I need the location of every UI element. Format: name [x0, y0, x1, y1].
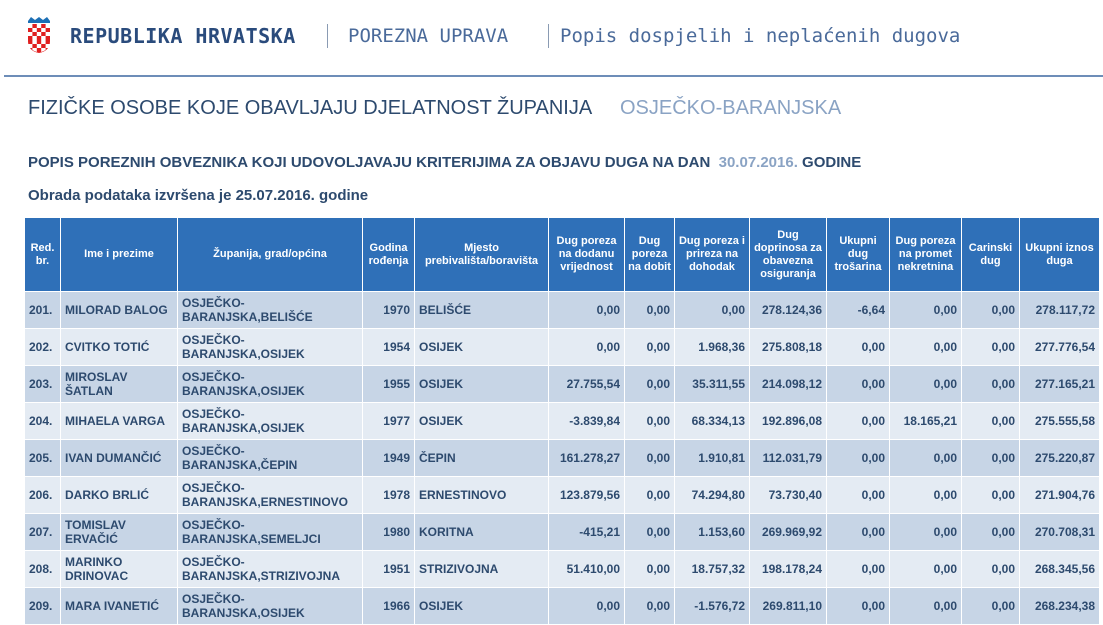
table-cell: 0,00 [625, 366, 675, 403]
table-cell: MARINKO DRINOVAC [61, 551, 178, 588]
table-cell: 0,00 [962, 329, 1020, 366]
table-cell: 0,00 [962, 403, 1020, 440]
table-cell: TOMISLAV ERVAČIĆ [61, 514, 178, 551]
table-row [25, 403, 1100, 440]
column-header: Mjesto prebivališta/boravišta [415, 218, 549, 292]
table-cell: OSJEČKO-BARANJSKA,OSIJEK [178, 403, 363, 440]
table-cell: 0,00 [625, 551, 675, 588]
list-date: 30.07.2016. [718, 154, 798, 171]
table-cell: 277.776,54 [1020, 329, 1100, 366]
table-cell: 0,00 [890, 329, 962, 366]
table-cell: 208. [25, 551, 61, 588]
table-cell: 1.968,36 [675, 329, 750, 366]
table-cell: OSJEČKO-BARANJSKA,STRIZIVOJNA [178, 551, 363, 588]
table-cell: 0,00 [625, 514, 675, 551]
table-cell: 0,00 [625, 329, 675, 366]
table-row [25, 292, 1100, 329]
table-cell: MARA IVANETIĆ [61, 588, 178, 625]
table-cell: 205. [25, 440, 61, 477]
table-cell: 275.555,58 [1020, 403, 1100, 440]
table-cell: 203. [25, 366, 61, 403]
table-cell: 0,00 [827, 366, 890, 403]
column-header: Dug poreza na dobit [625, 218, 675, 292]
table-cell: 0,00 [962, 551, 1020, 588]
table-cell: OSJEČKO-BARANJSKA,BELIŠĆE [178, 292, 363, 329]
column-header: Županija, grad/općina [178, 218, 363, 292]
table-cell: ERNESTINOVO [415, 477, 549, 514]
table-cell: OSIJEK [415, 588, 549, 625]
section-county: OSJEČKO-BARANJSKA [620, 97, 842, 119]
table-row [25, 329, 1100, 366]
table-cell: 0,00 [890, 292, 962, 329]
table-cell: 0,00 [827, 588, 890, 625]
table-cell: ČEPIN [415, 440, 549, 477]
table-cell: 278.124,36 [750, 292, 827, 329]
table-cell: 112.031,79 [750, 440, 827, 477]
table-cell: 207. [25, 514, 61, 551]
table-row [25, 551, 1100, 588]
table-body [25, 292, 1100, 625]
table-cell: 0,00 [675, 292, 750, 329]
table-cell: 0,00 [962, 440, 1020, 477]
table-cell: 0,00 [625, 477, 675, 514]
header-rule [4, 75, 1103, 77]
table-cell: OSJEČKO-BARANJSKA,ERNESTINOVO [178, 477, 363, 514]
column-header: Godina rođenja [363, 218, 415, 292]
table-cell: 51.410,00 [549, 551, 625, 588]
table-cell: -6,64 [827, 292, 890, 329]
table-cell: 277.165,21 [1020, 366, 1100, 403]
table-cell: 1977 [363, 403, 415, 440]
column-header: Carinski dug [962, 218, 1020, 292]
list-title-suffix: GODINE [802, 154, 862, 171]
table-cell: 0,00 [549, 588, 625, 625]
table-cell: 201. [25, 292, 61, 329]
table-cell: 0,00 [890, 588, 962, 625]
table-cell: 0,00 [827, 551, 890, 588]
table-cell: OSJEČKO-BARANJSKA,OSIJEK [178, 329, 363, 366]
column-header: Ime i prezime [61, 218, 178, 292]
table-cell: 0,00 [625, 588, 675, 625]
column-header: Dug poreza na dodanu vrijednost [549, 218, 625, 292]
table-cell: 0,00 [962, 477, 1020, 514]
agency-name: POREZNA UPRAVA [348, 25, 509, 47]
table-cell: 0,00 [827, 514, 890, 551]
croatian-coat-of-arms-icon [27, 17, 51, 53]
table-cell: -415,21 [549, 514, 625, 551]
table-row [25, 588, 1100, 625]
table-cell: KORITNA [415, 514, 549, 551]
table-cell: OSIJEK [415, 403, 549, 440]
table-cell: 0,00 [827, 329, 890, 366]
table-cell: 1978 [363, 477, 415, 514]
table-cell: 123.879,56 [549, 477, 625, 514]
table-cell: 1970 [363, 292, 415, 329]
table-cell: CVITKO TOTIĆ [61, 329, 178, 366]
table-cell: DARKO BRLIĆ [61, 477, 178, 514]
table-cell: 271.904,76 [1020, 477, 1100, 514]
table-cell: 268.345,56 [1020, 551, 1100, 588]
section-title: FIZIČKE OSOBE KOJE OBAVLJAJU DJELATNOST ŽUPANIJA [28, 97, 593, 119]
table-row [25, 366, 1100, 403]
table-cell: 0,00 [625, 403, 675, 440]
table-cell: 269.969,92 [750, 514, 827, 551]
table-cell: 1955 [363, 366, 415, 403]
table-cell: 192.896,08 [750, 403, 827, 440]
table-cell: 161.278,27 [549, 440, 625, 477]
table-cell: 275.808,18 [750, 329, 827, 366]
table-cell: 73.730,40 [750, 477, 827, 514]
list-title-prefix: POPIS POREZNIH OBVEZNIKA KOJI UDOVOLJAVAJU KRITERIJIMA ZA OBJAVU DUGA NA DAN [28, 154, 711, 171]
table-cell: BELIŠĆE [415, 292, 549, 329]
table-cell: 0,00 [962, 366, 1020, 403]
table-cell: 1.153,60 [675, 514, 750, 551]
table-cell: 0,00 [625, 440, 675, 477]
page-subtitle: Popis dospjelih i neplaćenih dugova [560, 25, 961, 47]
page-header [0, 0, 1103, 72]
table-cell: MIHAELA VARGA [61, 403, 178, 440]
table-cell: OSIJEK [415, 329, 549, 366]
table-cell: 68.334,13 [675, 403, 750, 440]
table-cell: OSJEČKO-BARANJSKA,ČEPIN [178, 440, 363, 477]
table-cell: MIROSLAV ŠATLAN [61, 366, 178, 403]
table-cell: 18.757,32 [675, 551, 750, 588]
header-divider [548, 24, 549, 48]
processing-note: Obrada podataka izvršena je 25.07.2016. godine [28, 187, 369, 204]
table-cell: 1.910,81 [675, 440, 750, 477]
column-header: Dug poreza i prireza na dohodak [675, 218, 750, 292]
table-cell: MILORAD BALOG [61, 292, 178, 329]
table-cell: 270.708,31 [1020, 514, 1100, 551]
table-cell: -1.576,72 [675, 588, 750, 625]
table-cell: 198.178,24 [750, 551, 827, 588]
table-cell: 204. [25, 403, 61, 440]
table-header-row [25, 218, 1100, 292]
country-name: REPUBLIKA HRVATSKA [70, 24, 296, 48]
table-cell: -3.839,84 [549, 403, 625, 440]
table-cell: 0,00 [962, 292, 1020, 329]
header-divider [327, 24, 328, 48]
table-cell: 0,00 [962, 588, 1020, 625]
table-cell: 269.811,10 [750, 588, 827, 625]
table-cell: OSJEČKO-BARANJSKA,OSIJEK [178, 588, 363, 625]
table-cell: 1949 [363, 440, 415, 477]
list-title [28, 154, 861, 171]
column-header: Ukupni dug trošarina [827, 218, 890, 292]
table-row [25, 514, 1100, 551]
table-row [25, 440, 1100, 477]
table-cell: 0,00 [890, 477, 962, 514]
debt-table [24, 217, 1100, 625]
table-cell: 268.234,38 [1020, 588, 1100, 625]
table-cell: 74.294,80 [675, 477, 750, 514]
table-cell: 0,00 [549, 329, 625, 366]
table-row [25, 477, 1100, 514]
table-cell: 0,00 [962, 514, 1020, 551]
column-header: Red. br. [25, 218, 61, 292]
table-cell: 1966 [363, 588, 415, 625]
table-cell: 0,00 [890, 366, 962, 403]
table-cell: OSJEČKO-BARANJSKA,SEMELJCI [178, 514, 363, 551]
table-cell: 209. [25, 588, 61, 625]
table-cell: 0,00 [549, 292, 625, 329]
table-cell: STRIZIVOJNA [415, 551, 549, 588]
table-cell: 1954 [363, 329, 415, 366]
table-cell: OSJEČKO-BARANJSKA,OSIJEK [178, 366, 363, 403]
table-cell: 0,00 [625, 292, 675, 329]
table-cell: 206. [25, 477, 61, 514]
column-header: Ukupni iznos duga [1020, 218, 1100, 292]
column-header: Dug poreza na promet nekretnina [890, 218, 962, 292]
table-cell: 0,00 [890, 514, 962, 551]
table-cell: OSIJEK [415, 366, 549, 403]
table-cell: 1951 [363, 551, 415, 588]
column-header: Dug doprinosa za obavezna osiguranja [750, 218, 827, 292]
table-cell: IVAN DUMANČIĆ [61, 440, 178, 477]
table-cell: 35.311,55 [675, 366, 750, 403]
table-cell: 202. [25, 329, 61, 366]
table-cell: 278.117,72 [1020, 292, 1100, 329]
table-cell: 0,00 [827, 440, 890, 477]
table-cell: 0,00 [890, 551, 962, 588]
table-cell: 27.755,54 [549, 366, 625, 403]
table-cell: 0,00 [827, 477, 890, 514]
table-cell: 0,00 [827, 403, 890, 440]
table-cell: 1980 [363, 514, 415, 551]
table-cell: 18.165,21 [890, 403, 962, 440]
table-cell: 275.220,87 [1020, 440, 1100, 477]
table-cell: 0,00 [890, 440, 962, 477]
table-cell: 214.098,12 [750, 366, 827, 403]
